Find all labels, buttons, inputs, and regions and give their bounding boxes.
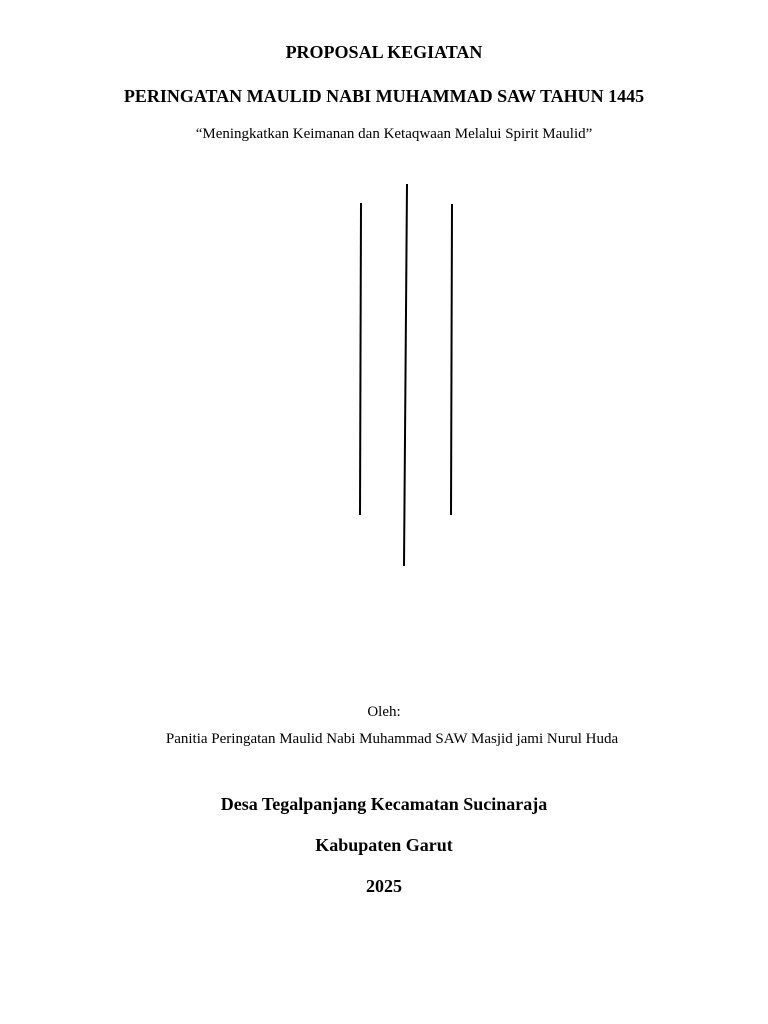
committee-name: Panitia Peringatan Maulid Nabi Muhammad SAW Masjid jami Nurul Huda xyxy=(165,731,619,747)
regency: Kabupaten Garut xyxy=(315,835,453,855)
year: 2025 xyxy=(366,876,402,896)
village-district: Desa Tegalpanjang Kecamatan Sucinaraja xyxy=(220,794,548,814)
event-title: PERINGATAN MAULID NABI MUHAMMAD SAW TAHUN 1445 xyxy=(123,86,645,106)
proposal-title: PROPOSAL KEGIATAN xyxy=(285,42,483,62)
by-label: Oleh: xyxy=(367,704,401,720)
event-theme: “Meningkatkan Keimanan dan Ketaqwaan Melalui Spirit Maulid” xyxy=(195,126,593,142)
center-vertical-line xyxy=(404,184,407,566)
left-vertical-line xyxy=(360,203,361,515)
right-vertical-line xyxy=(451,204,452,515)
